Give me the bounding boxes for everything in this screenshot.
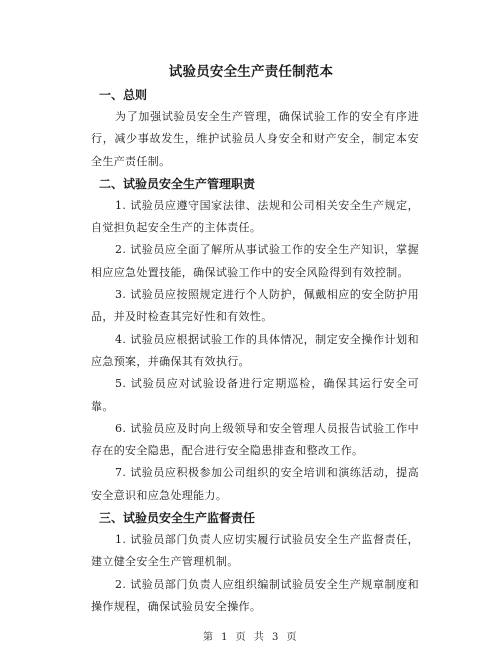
paragraph: 2. 试验员部门负责人应组织编制试验员安全生产规章制度和操作规程，确保试验员安全操作。	[91, 577, 419, 613]
section-heading: 二、试验员安全生产管理职责	[99, 176, 256, 191]
paragraph: 1. 试验员应遵守国家法律、法规和公司相关安全生产规定，自觉担负起安全生产的主体责任。	[91, 198, 419, 235]
section-heading: 一、总则	[99, 88, 148, 102]
page-number-footer: 第 1 页 共 3 页	[202, 632, 300, 643]
paragraph: 5. 试验员应对试验设备进行定期巡检，确保其运行安全可靠。	[91, 377, 419, 413]
document-title: 试验员安全生产责任制范本	[168, 64, 334, 80]
section-heading: 三、试验员安全生产监督责任	[99, 511, 256, 526]
paragraph: 7. 试验员应积极参加公司组织的安全培训和演练活动，提高安全意识和应急处理能力。	[91, 466, 419, 502]
paragraph: 4. 试验员应根据试验工作的具体情况，制定安全操作计划和应急预案，并确保其有效执行。	[91, 332, 419, 368]
document-body	[91, 84, 419, 618]
paragraph: 2. 试验员应全面了解所从事试验工作的安全生产知识，掌握相应应急处置技能，确保试验工作中的安全风险得到有效控制。	[91, 243, 419, 279]
paragraph: 为了加强试验员安全生产管理，确保试验工作的安全有序进行，减少事故发生，维护试验员人身安全和财产安全，制定本安全生产责任制。	[91, 110, 419, 168]
paragraph: 1. 试验员部门负责人应切实履行试验员安全生产监督责任，建立健全安全生产管理机制。	[91, 533, 419, 569]
paragraph: 3. 试验员应按照规定进行个人防护，佩戴相应的安全防护用品，并及时检查其完好性和有效性。	[91, 288, 419, 324]
paragraph: 6. 试验员应及时向上级领导和安全管理人员报告试验工作中存在的安全隐患，配合进行安全隐患排查和整改工作。	[91, 421, 419, 458]
